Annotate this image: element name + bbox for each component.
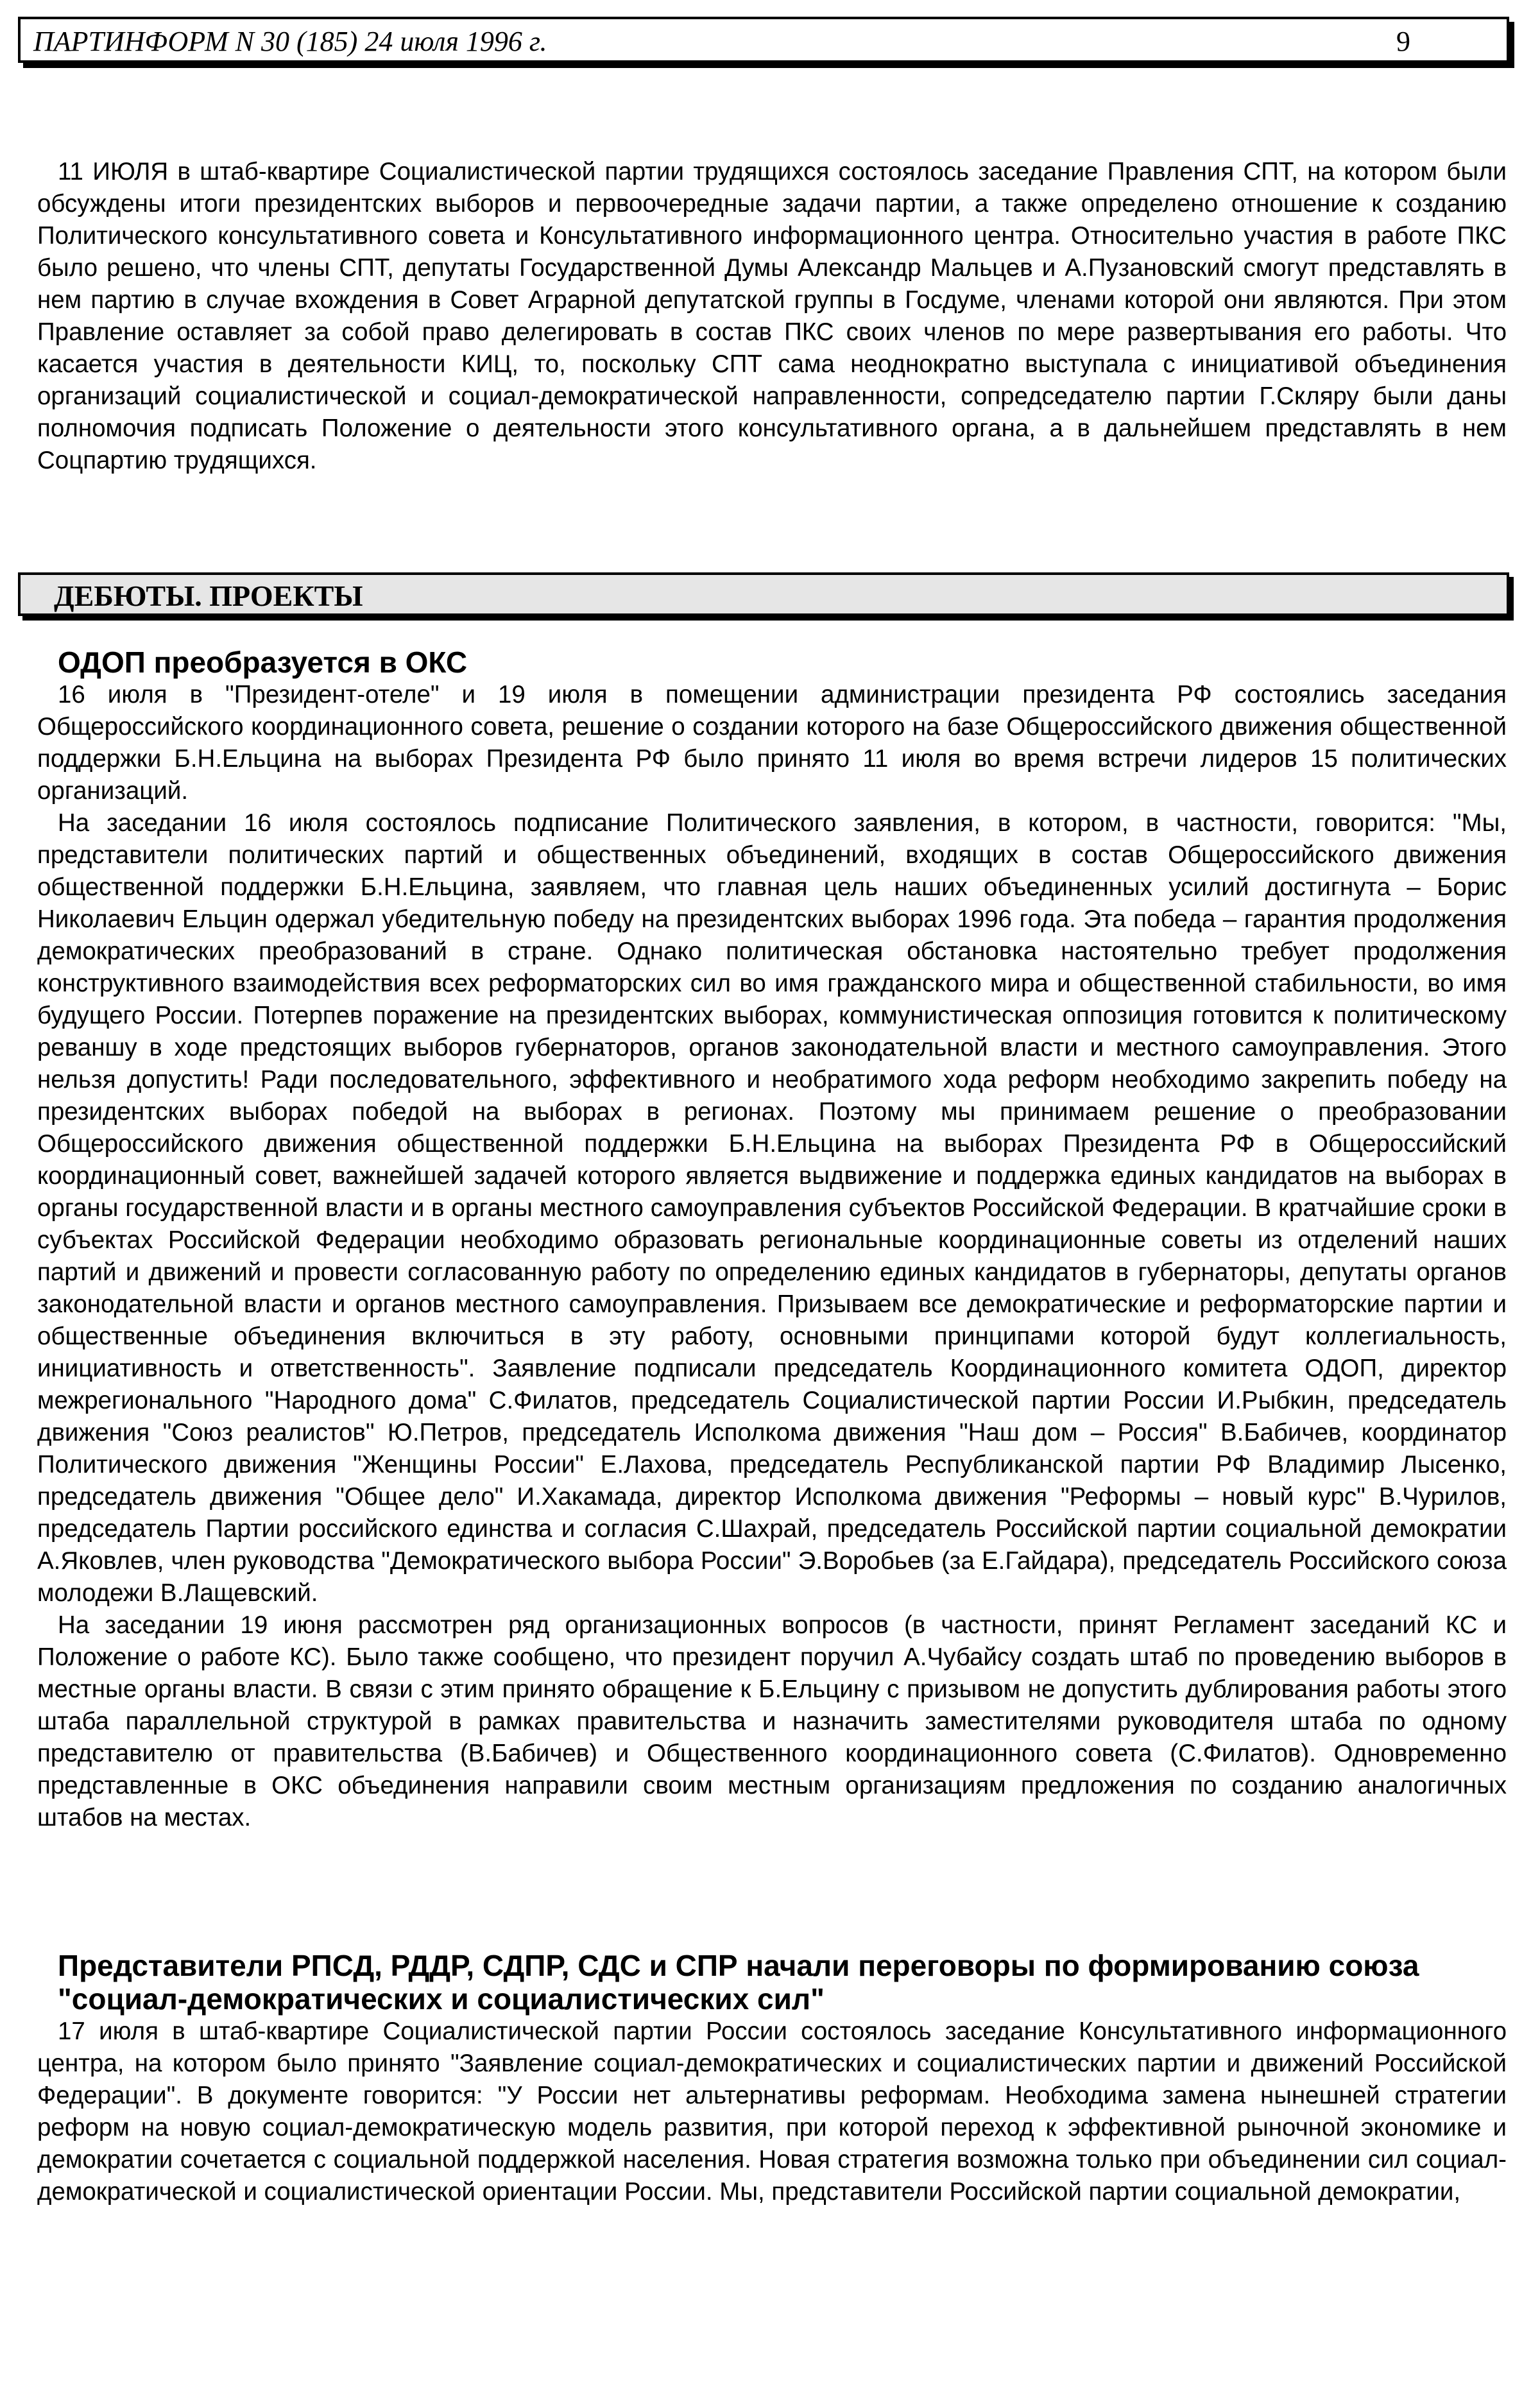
page-header [18,17,1509,63]
article-odop [37,646,1507,1834]
intro-block [37,156,1507,477]
intro-paragraph: 11 ИЮЛЯ в штаб-квартире Социалистической партии трудящихся состоялось заседание Правления СПТ, на котором были обсуждены итоги президентских выборов и первоочередные задачи партии, а также определено отношение к созданию Политического консультативного совета и Консультативного информационного центра. Относительно участия в работе ПКС было решено, что члены СПТ, депутаты Государственной Думы Александр Мальцев и А.Пузановский смогут представлять в нем партию в случае вхождения в Совет Аграрной депутатской группы в Госдуме, членами которой они являются. При этом Правление оставляет за собой право делегировать в состав ПКС своих членов по мере развертывания его работы. Что касается участия в деятельности КИЦ, то, поскольку СПТ сама неоднократно выступала с инициативой объединения организаций социалистической и социал-демократической направленности, сопредседателю партии Г.Скляру были даны полномочия подписать Положение о деятельности этого консультативного органа, а в дальнейшем представлять в нем Соцпартию трудящихся. [37,158,1507,474]
article-paragraph: На заседании 16 июля состоялось подписание Политического заявления, в котором, в частности, говорится: "Мы, представители политических партий и общественных объединений, входящих в состав Общероссийского движения общественной поддержки Б.Н.Ельцина, заявляем, что главная цель наших объединенных усилий достигнута – Борис Николаевич Ельцин одержал убедительную победу на президентских выборах 1996 года. Эта победа – гарантия продолжения демократических преобразований в стране. Однако политическая обстановка настоятельно требует продолжения конструктивного взаимодействия всех реформаторских сил во имя гражданского мира и общественной стабильности, во имя будущего России. Потерпев поражение на президентских выборах, коммунистическая оппозиция готовится к политическому реваншу в ходе предстоящих выборов губернаторов, органов законодательной власти и местного самоуправления. Этого нельзя допустить! Ради последовательного, эффективного и необратимого хода реформ необходимо закрепить победу на президентских выборах победой на выборах в регионах. Поэтому мы принимаем решение о преобразовании Общероссийского движения общественной поддержки Б.Н.Ельцина на выборах Президента РФ в Общероссийский координационный совет, важнейшей задачей которого является выдвижение и поддержка единых кандидатов на выборах в органы государственной власти и в органы местного самоуправления субъектов Российской Федерации. В кратчайшие сроки в субъектах Российской Федерации необходимо образовать региональные координационные советы из отделений наших партий и движений и провести согласованную работу по определению единых кандидатов в губернаторы, депутаты органов законодательной власти и органов местного самоуправления. Призываем все демократические и реформаторские партии и общественные объединения включиться в эту работу, основными принципами которой будут коллегиальность, инициативность и ответственность". Заявление подписали председатель Координационного комитета ОДОП, директор межрегионального "Народного дома" С.Филатов, председатель Социалистической партии России И.Рыбкин, председатель движения "Союз реалистов" Ю.Петров, председатель Исполкома движения "Наш дом – Россия" В.Бабичев, координатор Политического движения "Женщины России" Е.Лахова, председатель Республиканской партии РФ Владимир Лысенко, председатель движения "Общее дело" И.Хакамада, директор Исполкома движения "Реформы – новый курс" В.Чурилов, председатель Партии российского единства и согласия С.Шахрай, председатель Российской партии социальной демократии А.Яковлев, член руководства "Демократического выбора России" Э.Воробьев (за Е.Гайдара), председатель Российского союза молодежи В.Лащевский. [37,809,1507,1607]
section-band [18,572,1509,616]
article-heading: ОДОП преобразуется в ОКС [58,646,468,679]
article-paragraph: 16 июля в "Президент-отеле" и 19 июля в помещении администрации президента РФ состоялись заседания Общероссийского координационного совета, решение о создании которого на базе Общероссийского движения общественной поддержки Б.Н.Ельцина на выборах Президента РФ было принято 11 июля во время встречи лидеров 15 политических организаций. [37,681,1507,805]
article-heading: Представители РПСД, РДДР, СДПР, СДС и СПР начали переговоры по формированию союза "социал-демократических и социалистических сил" [58,1949,1419,2016]
article-paragraph: На заседании 19 июня рассмотрен ряд организационных вопросов (в частности, принят Регламент заседаний КС и Положение о работе КС). Было также сообщено, что президент поручил А.Чубайсу создать штаб по проведению выборов в местные органы власти. В связи с этим принято обращение к Б.Ельцину с призывом не допустить дублирования работы этого штаба параллельной структурой в рамках правительства и назначить заместителями руководителя штаба по одному представителю от правительства (В.Бабичев) и Общественного координационного совета (С.Филатов). Одновременно представленные в ОКС объединения направили своим местным организациям предложения по созданию аналогичных штабов на местах. [37,1611,1507,1831]
header-title: ПАРТИНФОРМ N 30 (185) 24 июля 1996 г. [33,26,547,57]
page-number: 9 [1396,26,1410,57]
article-paragraph: 17 июля в штаб-квартире Социалистической партии России состоялось заседание Консультативного информационного центра, на котором было принято "Заявление социал-демократических и социалистических партии и движений Российской Федерации". В документе говорится: "У России нет альтернативы реформам. Необходима замена нынешней стратегии реформ на новую социал-демократическую модель развития, при которой переход к эффективной рыночной экономике и демократии сочетается с социальной поддержкой населения. Новая стратегия возможна только при объединении сил социал-демократической и социалистической ориентации России. Мы, представители Российской партии социальной демократии, [37,2018,1507,2206]
section-title: ДЕБЮТЫ. ПРОЕКТЫ [54,579,363,612]
article-social-democrats [37,1949,1507,2208]
